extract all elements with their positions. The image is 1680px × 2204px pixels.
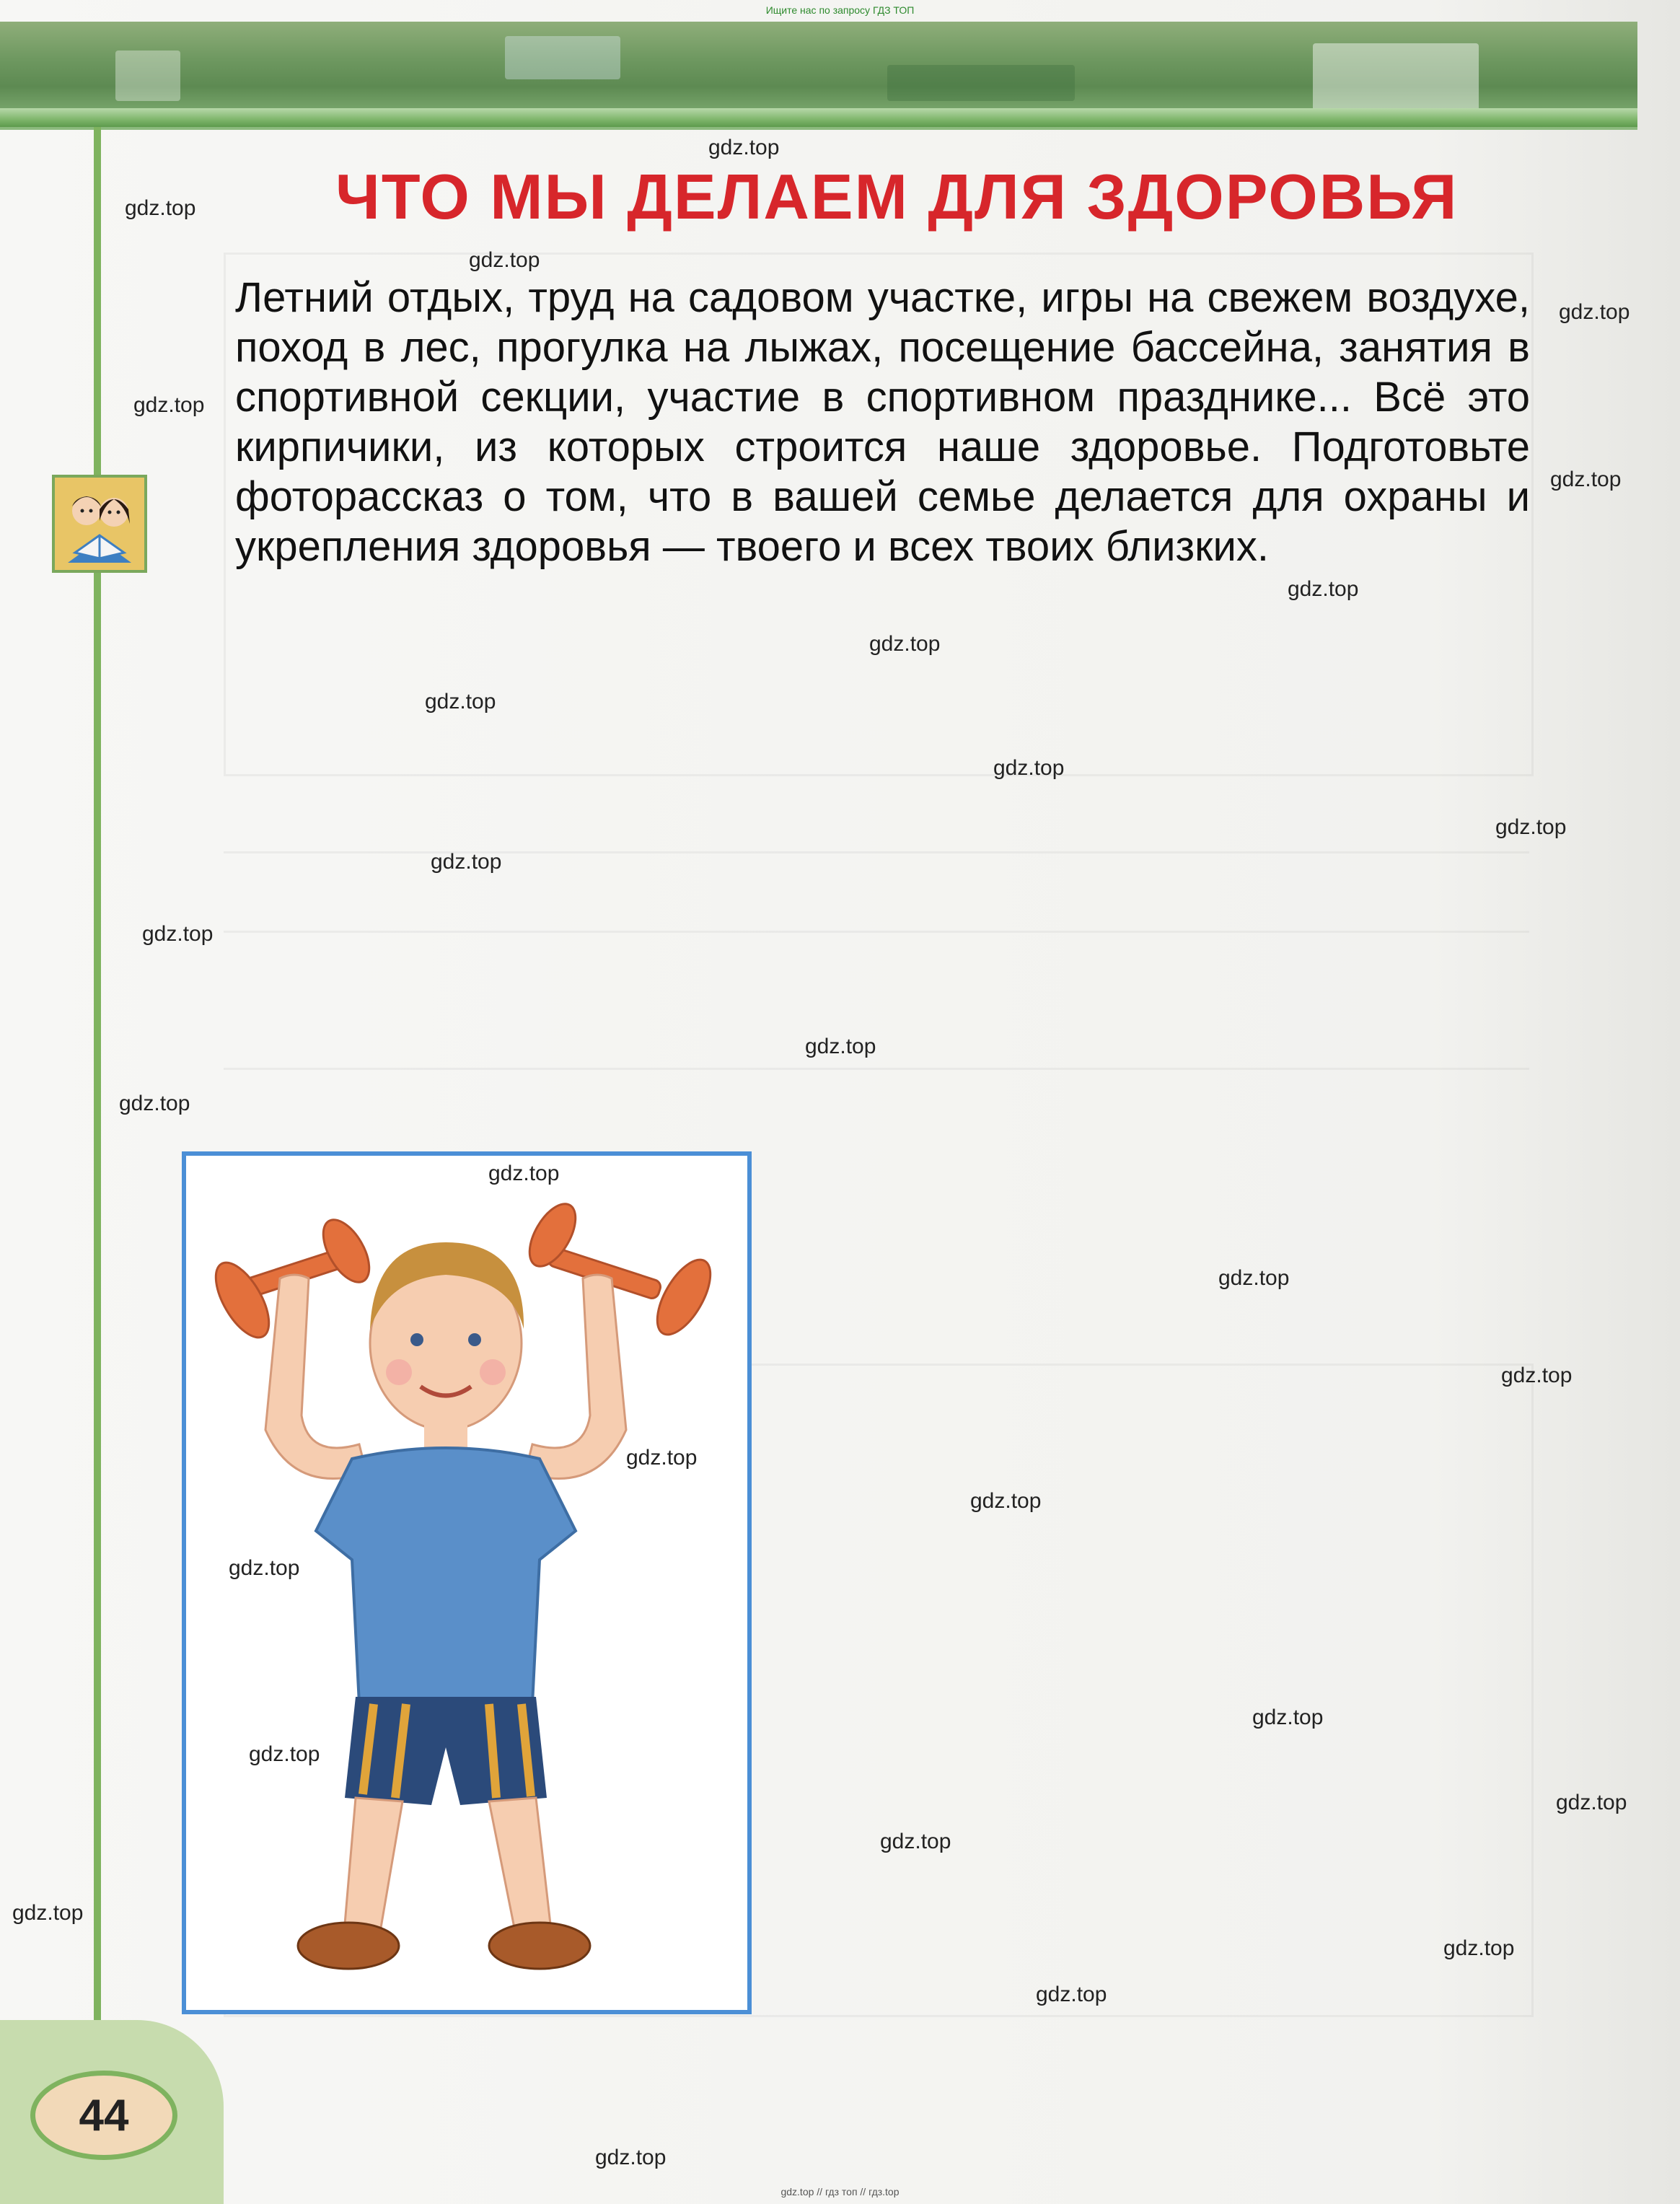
bleed-through-line (224, 851, 1529, 853)
watermark: gdz.top (869, 632, 941, 656)
watermark: gdz.top (1252, 1705, 1324, 1729)
margin-rule (94, 127, 101, 2140)
bleed-through-line (224, 1068, 1529, 1070)
watermark: gdz.top (12, 1901, 84, 1925)
watermark: gdz.top (1443, 1936, 1515, 1960)
watermark: gdz.top (229, 1556, 300, 1580)
watermark: gdz.top (1036, 1983, 1107, 2006)
watermark: gdz.top (125, 196, 196, 220)
watermark: gdz.top (469, 248, 540, 272)
watermark: gdz.top (626, 1446, 698, 1470)
watermark: gdz.top (708, 136, 780, 159)
bleed-through-line (224, 931, 1529, 933)
watermark: gdz.top (249, 1742, 320, 1766)
watermark: gdz.top (1550, 467, 1622, 491)
banner-house-shape (115, 51, 180, 101)
banner-trees-shape (887, 65, 1075, 101)
watermark: gdz.top (488, 1162, 560, 1185)
watermark: gdz.top (1501, 1364, 1573, 1387)
watermark: gdz.top (595, 2146, 667, 2169)
watermark: gdz.top (142, 922, 214, 946)
watermark: gdz.top (1556, 1791, 1627, 1814)
watermark: gdz.top (425, 690, 496, 714)
children-reading-svg (55, 478, 144, 570)
watermark: gdz.top (805, 1035, 876, 1058)
header-stripe (0, 108, 1637, 127)
watermark: gdz.top (431, 850, 502, 874)
page-title: ЧТО МЫ ДЕЛАЕМ ДЛЯ ЗДОРОВЬЯ (335, 161, 1459, 232)
task-text: Летний отдых, труд на садовом участке, игры на свежем воздухе, поход в лес, прогулка на лыжах, посещение бассейна, занятия в спортивной секции, участие в спортивном празднике... Всё это кирпичики, из которых строится наше здоровье. Подготовьте фоторассказ о том, что в вашей семье делается для охраны и укрепления здоровья — твоего и всех твоих близких. (235, 274, 1530, 570)
watermark: gdz.top (1288, 577, 1359, 601)
watermark: gdz.top (1218, 1266, 1290, 1290)
children-reading-icon (52, 475, 147, 573)
watermark: gdz.top (1559, 300, 1630, 324)
boy-illustration-svg (186, 1156, 747, 2010)
watermark: gdz.top (993, 756, 1065, 780)
watermark: gdz.top (1495, 815, 1567, 839)
bottom-note: gdz.top // гдз топ // гдз.top (780, 2186, 900, 2198)
banner-sky-shape (505, 36, 620, 79)
top-note: Ищите нас по запросу ГДЗ ТОП (765, 4, 915, 16)
boy-with-dumbbells-illustration (182, 1151, 752, 2014)
page-number: 44 (30, 2071, 177, 2160)
watermark: gdz.top (880, 1830, 951, 1853)
watermark: gdz.top (133, 393, 205, 417)
watermark: gdz.top (970, 1489, 1042, 1513)
banner-farmhouse-shape (1313, 43, 1479, 112)
watermark: gdz.top (119, 1092, 190, 1115)
